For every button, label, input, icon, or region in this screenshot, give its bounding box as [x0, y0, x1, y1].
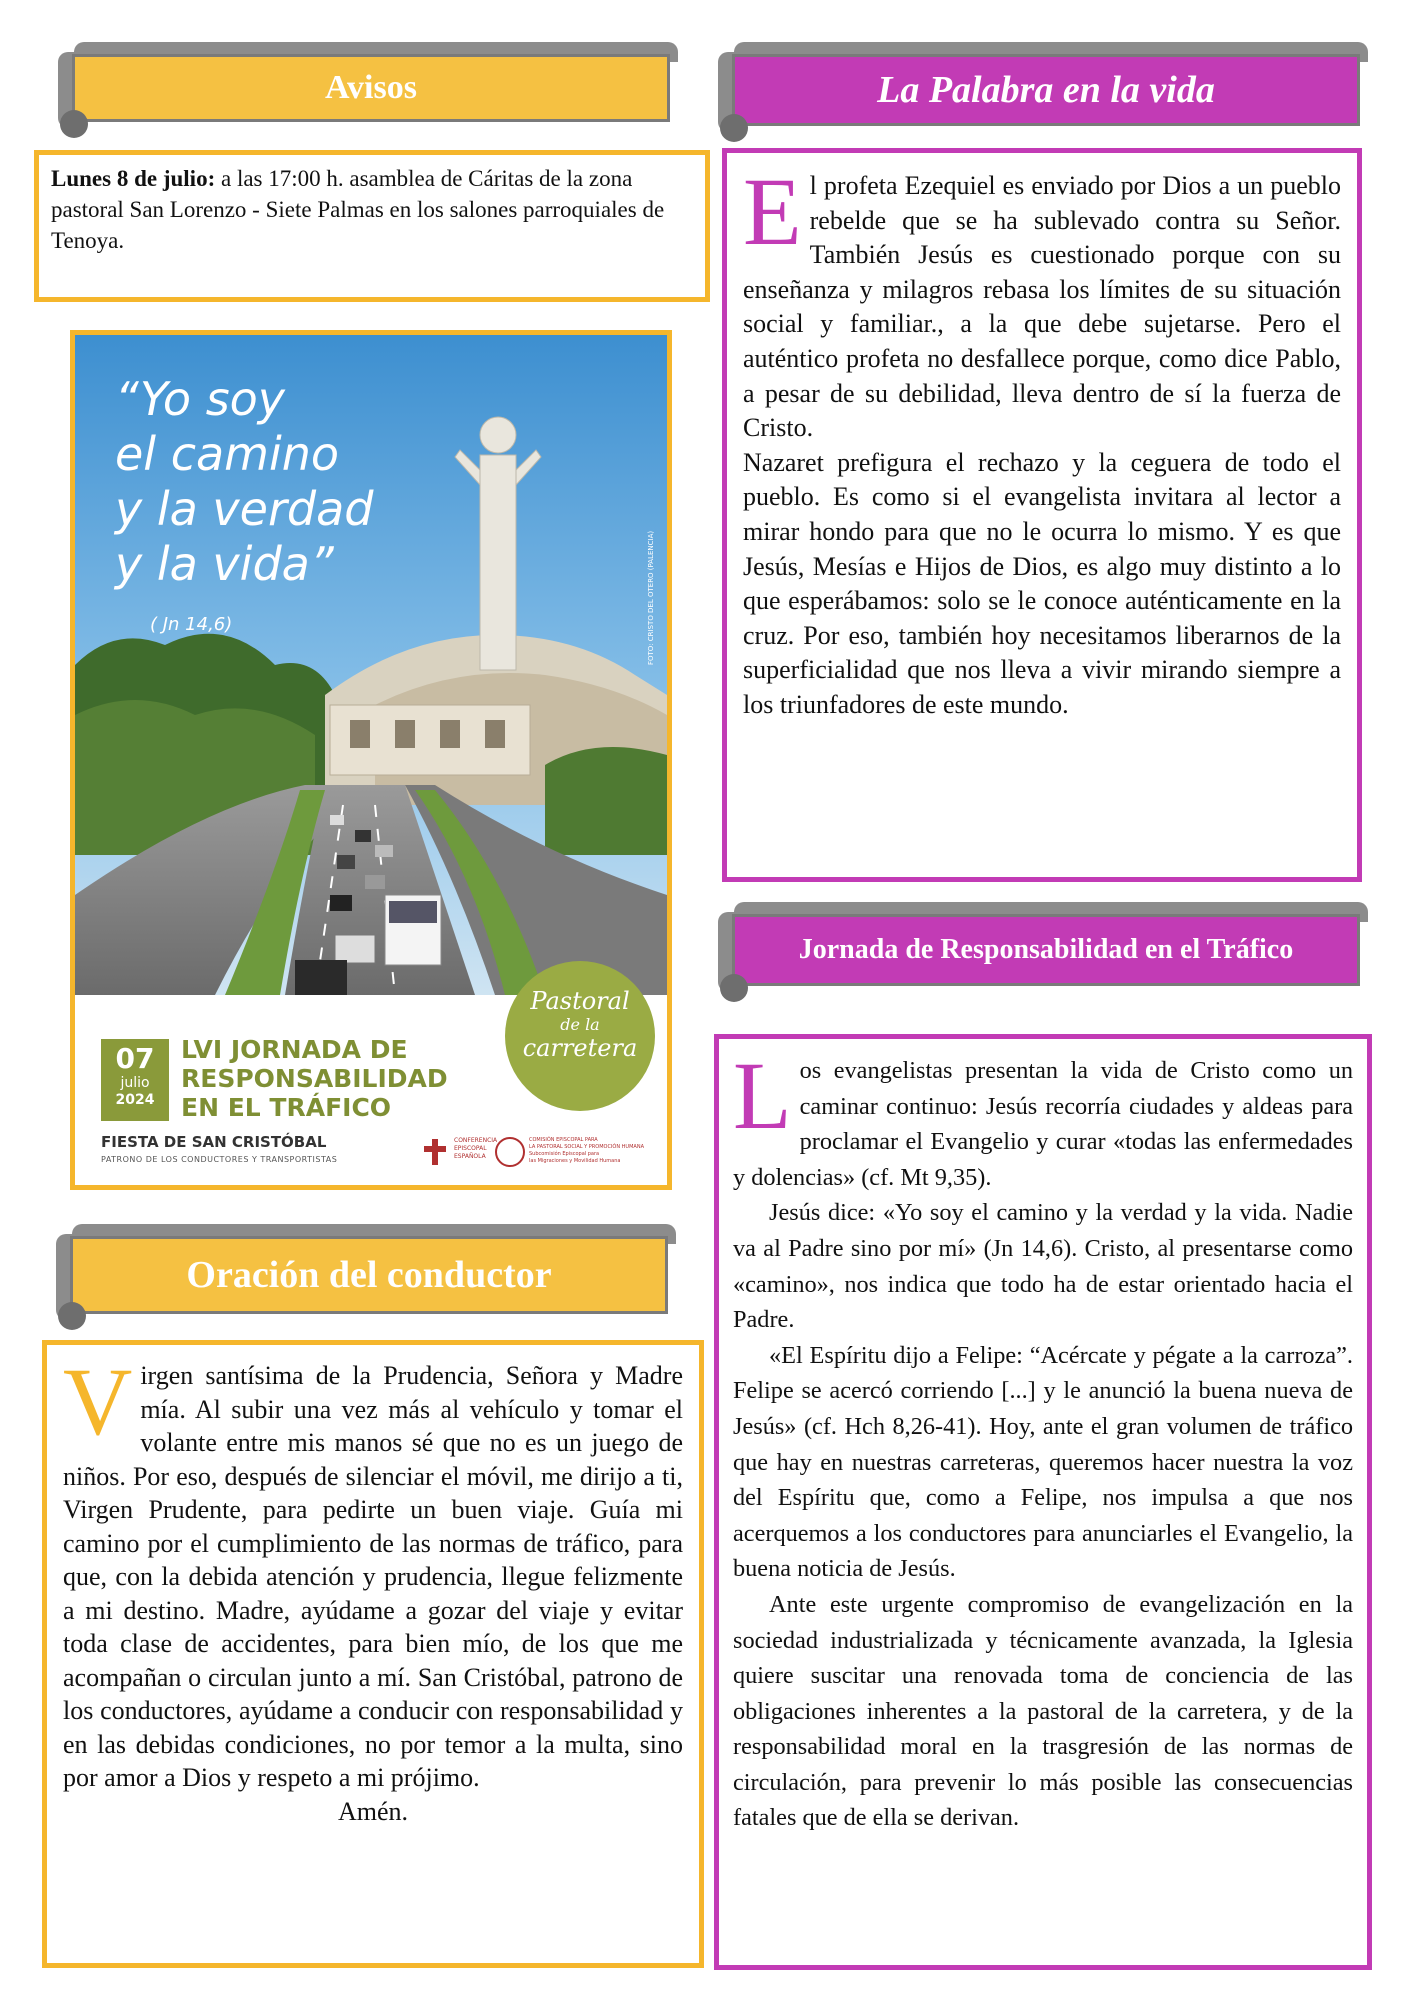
palabra-banner [718, 42, 1368, 136]
oracion-title: Oración del conductor [186, 1254, 552, 1296]
poster-patrono: PATRONO DE LOS CONDUCTORES Y TRANSPORTISTAS [101, 1155, 338, 1164]
comision-logo-line-3: Subcomisión Episcopal para [529, 1151, 600, 1157]
oracion-text: irgen santísima de la Prudencia, Señora y Madre mía. Al subir una vez más al vehículo y tomar el volante entre mis manos sé que no es un juego de niños. Por eso, después de silenciar el móvil, me dirijo a ti, Virgen Prudente, para pedirte un buen viaje. Guía mi camino por el cumplimiento de las normas de tráfico, para que, con la debida atención y prudencia, llegue felizmente a mi destino. Madre, ayúdame a gozar del viaje y evitar toda clase de accidentes, para bien mío, de los que me acompañan o circulan junto a mí. San Cristóbal, patrono de los conductores, ayúdame a conducir con responsabilidad y en las debidas condiciones, no por temor a la multa, sino por amor a Dios y respeto a mi prójimo. [63, 1361, 683, 1792]
poster-badge-line-2: de la [560, 1015, 600, 1034]
poster-month: julio [120, 1075, 150, 1091]
poster-footer [75, 987, 667, 1185]
poster-badge [505, 961, 655, 1111]
jornada-title: Jornada de Responsabilidad en el Tráfico [798, 934, 1294, 965]
avisos-banner [58, 42, 678, 132]
avisos-title: Avisos [325, 69, 417, 106]
jornada-p4: Ante este urgente compromiso de evangelización en la sociedad industrializada y técnicamente avanzada, la Iglesia quiere suscitar una renovada toma de conciencia de las obligaciones inherentes a la pastoral de la carretera, y de la responsabilidad moral en la trasgresión de las normas de circulación, para prevenir lo más posible las consecuencias fatales que de ella se derivan. [733, 1590, 1353, 1832]
poster-day: 07 [115, 1042, 155, 1075]
comision-logo-line-4: las Migraciones y Movilidad Humana [529, 1158, 621, 1164]
poster-quote-line-1: “Yo soy [115, 372, 286, 426]
cee-logo-line-2: EPISCOPAL [454, 1145, 487, 1152]
palabra-box [722, 148, 1362, 882]
poster-jornada-title [181, 1035, 448, 1122]
poster-quote-line-3: y la verdad [115, 482, 374, 536]
palabra-p2: Nazaret prefigura el rechazo y la ceguera de todo el pueblo. Es como si el evangelista invitara al lector a mirar hondo para que no le ocurra lo mismo. Y es que Jesús, Mesías e Hijos de Dios, es algo muy distinto a lo que esperábamos: solo se le conoce auténticamente en la cruz. Por eso, también hoy necesitamos liberarnos de la superficialidad que nos lleva a vivir mirando siempre a los triunfadores de este mundo. [743, 447, 1341, 719]
jornada-poster [70, 330, 672, 1190]
cee-logo-line-1: CONFERENCIA [454, 1137, 498, 1144]
poster-jornada-line-1: LVI JORNADA DE [181, 1035, 408, 1064]
comision-logo [495, 1135, 665, 1175]
poster-quote-line-4: y la vida” [115, 537, 334, 591]
avisos-box [34, 150, 710, 302]
oracion-box [42, 1340, 704, 1968]
jornada-p1: os evangelistas presentan la vida de Cristo como un caminar continuo: Jesús recorría ciudades y aldeas para proclamar el Evangelio y curar «todas las enfermedades y dolencias» (cf. Mt 9,35). [733, 1057, 1353, 1191]
poster-year: 2024 [115, 1092, 155, 1108]
poster-jornada-line-3: EN EL TRÁFICO [181, 1093, 392, 1122]
jornada-dropcap: L [733, 1042, 792, 1149]
avisos-text: a las 17:00 h. asamblea de Cáritas de la zona pastoral San Lorenzo - Siete Palmas en los salones parroquiales de Tenoya. [51, 166, 665, 253]
avisos-lead: Lunes 8 de julio: [51, 166, 216, 191]
palabra-title: La Palabra en la vida [877, 69, 1215, 111]
palabra-dropcap: E [743, 158, 802, 265]
jornada-banner [718, 902, 1368, 996]
comision-logo-line-1: COMISIÓN EPISCOPAL PARA [529, 1137, 598, 1143]
oracion-banner [56, 1224, 676, 1324]
comision-logo-line-2: LA PASTORAL SOCIAL Y PROMOCIÓN HUMANA [529, 1144, 644, 1150]
cee-logo-line-3: ESPAÑOLA [454, 1153, 486, 1160]
oracion-amen: Amén. [337, 1796, 409, 1826]
poster-quote-line-2: el camino [115, 427, 340, 481]
jornada-box [714, 1034, 1372, 1970]
poster-reference: ( Jn 14,6) [150, 614, 233, 635]
jornada-p2: Jesús dice: «Yo soy el camino y la verdad y la vida. Nadie va al Padre sino por mí» (Jn 14,6). Cristo, al presentarse como «camino», nos indica que todo ha de estar orientado hacia el Padre. [733, 1199, 1353, 1334]
poster-jornada-line-2: RESPONSABILIDAD [181, 1064, 448, 1093]
poster-photo [75, 335, 667, 995]
palabra-p1: l profeta Ezequiel es enviado por Dios a un pueblo rebelde que se ha sublevado contra su Señor. También Jesús es cuestionado porque con su enseñanza y milagros rebasa los límites de su situación social y familiar., a la que debe sujetarse. Pero el auténtico profeta no desfallece porque, como dice Pablo, a pesar de su debilidad, lleva dentro de sí la fuerza de Cristo. [743, 171, 1341, 443]
oracion-dropcap: V [63, 1348, 133, 1455]
jornada-p3: «El Espíritu dijo a Felipe: “Acércate y pégate a la carroza”. Felipe se acercó corriendo [...] y le anunció la buena nueva de Jesús» (cf. Hch 8,26-41). Hoy, ante el gran volumen de tráfico que hay en nuestras carreteras, queremos hacer nuestra la voz del Espíritu que, como a Felipe, nos impulsa a que nos acerquemos a los conductores para anunciarles el Evangelio, la buena noticia de Jesús. [733, 1341, 1353, 1583]
poster-badge-line-1: Pastoral [530, 987, 630, 1015]
poster-credit: FOTO: CRISTO DEL OTERO (PALENCIA) [647, 530, 655, 665]
poster-fiesta: FIESTA DE SAN CRISTÓBAL [101, 1133, 327, 1151]
poster-badge-line-3: carretera [522, 1034, 638, 1062]
poster-date [101, 1039, 169, 1121]
